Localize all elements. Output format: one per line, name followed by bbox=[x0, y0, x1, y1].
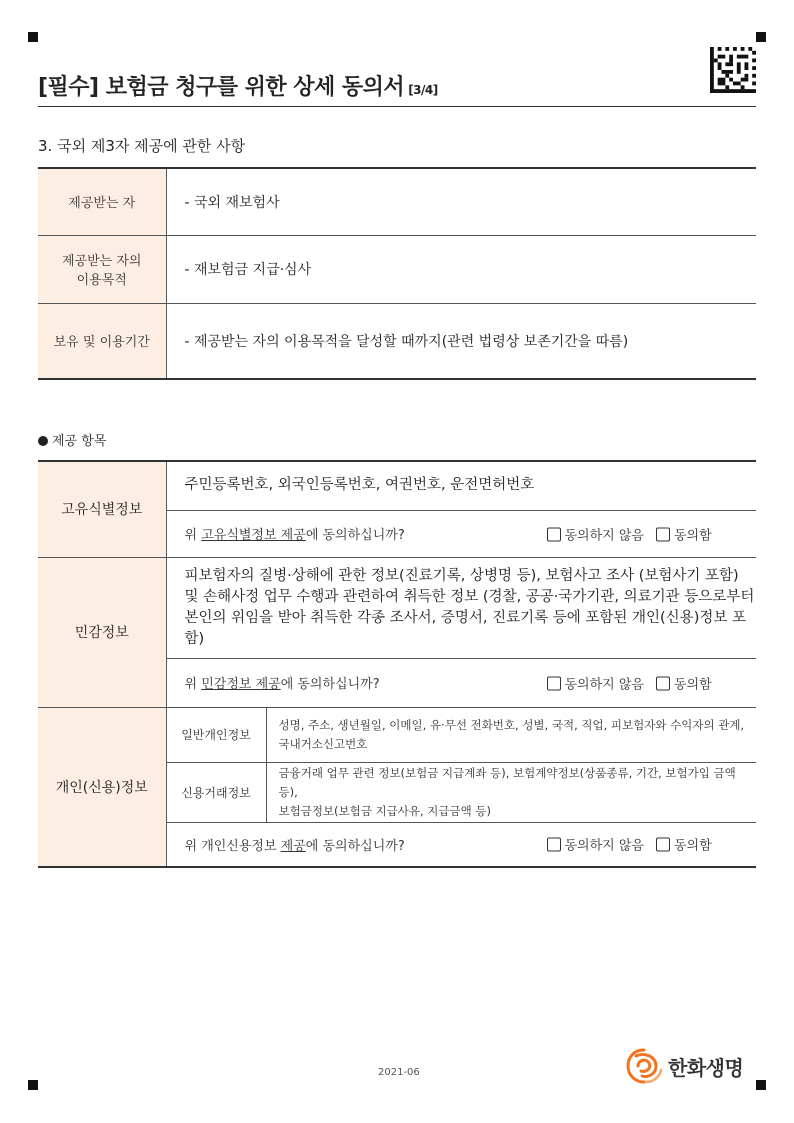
agree-label: 동의함 bbox=[673, 528, 712, 543]
table-row-general-personal bbox=[38, 707, 756, 762]
registration-mark-bottom-left bbox=[28, 1080, 38, 1090]
agree-label: 동의함 bbox=[673, 838, 712, 854]
question-text: 에 동의하십니까? bbox=[305, 838, 405, 854]
unique-id-consent-question bbox=[166, 510, 756, 557]
sensitive-content-line: 피보험자의 질병·상해에 관한 정보(진료기록, 상병명 등), 보험사고 조사 (보험사기 포함) bbox=[184, 567, 739, 584]
personal-consent-question bbox=[166, 822, 756, 867]
personal-disagree-option[interactable] bbox=[547, 839, 644, 854]
label-purpose-line-1: 제공받는 자의 bbox=[62, 254, 142, 269]
registration-mark-top-left bbox=[28, 32, 38, 42]
personal-consent-choices bbox=[547, 835, 724, 854]
general-content-line: 성명, 주소, 생년월일, 이메일, 유·무선 전화번호, 성별, 국적, 직업, 피보험자와 수익자의 관계, bbox=[278, 717, 745, 732]
table-row-retention bbox=[38, 303, 756, 379]
barcode-icon bbox=[710, 47, 756, 93]
sensitive-consent-choices bbox=[547, 673, 724, 692]
unique-id-agree-option[interactable] bbox=[656, 528, 712, 543]
items-heading bbox=[38, 430, 106, 449]
question-text: 에 동의하십니까? bbox=[305, 528, 405, 543]
form-date: 2021-06 bbox=[378, 1067, 420, 1078]
checkbox-icon[interactable] bbox=[656, 527, 670, 541]
question-link: 고유식별정보 제공 bbox=[201, 528, 306, 543]
unique-id-content: 주민등록번호, 외국인등록번호, 여권번호, 운전면허번호 bbox=[166, 461, 756, 510]
page-title bbox=[38, 70, 438, 101]
table-row-purpose bbox=[38, 235, 756, 303]
checkbox-icon[interactable] bbox=[547, 676, 561, 690]
items-heading-text: 제공 항목 bbox=[52, 434, 107, 449]
sensitive-agree-option[interactable] bbox=[656, 677, 712, 692]
registration-mark-top-right bbox=[756, 32, 766, 42]
sensitive-disagree-option[interactable] bbox=[547, 677, 644, 692]
personal-agree-option[interactable] bbox=[656, 839, 712, 854]
title-text: [필수] 보험금 청구를 위한 상세 동의서 bbox=[38, 75, 405, 100]
disagree-label: 동의하지 않음 bbox=[564, 677, 644, 692]
disagree-label: 동의하지 않음 bbox=[564, 528, 644, 543]
checkbox-icon[interactable] bbox=[656, 838, 670, 852]
title-divider bbox=[38, 106, 756, 107]
agree-label: 동의함 bbox=[673, 677, 712, 692]
sublabel-credit: 신용거래정보 bbox=[166, 762, 266, 822]
hanwha-logo-icon bbox=[624, 1046, 664, 1086]
provided-items-table bbox=[38, 460, 756, 868]
label-retention: 보유 및 이용기간 bbox=[38, 303, 166, 379]
question-text: 에 동의하십니까? bbox=[280, 677, 380, 692]
table-row-unique-id bbox=[38, 461, 756, 510]
credit-content-line: 보험금정보(보험금 지급사유, 지급금액 등) bbox=[278, 803, 491, 818]
category-personal-credit: 개인(신용)정보 bbox=[38, 707, 166, 867]
registration-mark-bottom-right bbox=[756, 1080, 766, 1090]
question-text: 위 개인신용정보 bbox=[184, 838, 281, 854]
section-heading: 3. 국외 제3자 제공에 관한 사항 bbox=[38, 137, 246, 155]
value-recipient: - 국외 재보험사 bbox=[166, 168, 756, 235]
sublabel-general: 일반개인정보 bbox=[166, 707, 266, 762]
table-row-recipient bbox=[38, 168, 756, 235]
sensitive-content-line: 및 손해사정 업무 수행과 관련하여 취득한 정보 (경찰, 공공·국가기관, 의료기관 등으로부터 bbox=[184, 588, 755, 605]
disagree-label: 동의하지 않음 bbox=[564, 838, 644, 854]
brand-name: 한화생명 bbox=[668, 1056, 744, 1080]
unique-id-disagree-option[interactable] bbox=[547, 528, 644, 543]
category-sensitive: 민감정보 bbox=[38, 557, 166, 707]
bullet-icon bbox=[38, 436, 48, 446]
unique-id-consent-choices bbox=[547, 524, 724, 543]
overseas-transfer-table bbox=[38, 167, 756, 380]
label-recipient: 제공받는 자 bbox=[38, 168, 166, 235]
checkbox-icon[interactable] bbox=[547, 838, 561, 852]
page-indicator: [3/4] bbox=[408, 83, 438, 97]
table-row-sensitive bbox=[38, 557, 756, 658]
value-purpose: - 재보험금 지급·심사 bbox=[166, 235, 756, 303]
sensitive-content bbox=[166, 557, 756, 658]
checkbox-icon[interactable] bbox=[547, 527, 561, 541]
credit-content-line: 금융거래 업무 관련 정보(보험금 지급계좌 등), 보험계약정보(상품종류, 기간, 보험가입 금액 등), bbox=[278, 765, 736, 799]
question-text: 위 bbox=[184, 528, 202, 543]
value-retention: - 제공받는 자의 이용목적을 달성할 때까지(관련 법령상 보존기간을 따름) bbox=[184, 333, 629, 350]
credit-content bbox=[266, 762, 756, 822]
category-unique-id: 고유식별정보 bbox=[38, 461, 166, 557]
label-purpose-line-2: 이용목적 bbox=[76, 273, 127, 288]
label-purpose bbox=[38, 235, 166, 303]
sensitive-consent-question bbox=[166, 658, 756, 707]
checkbox-icon[interactable] bbox=[656, 676, 670, 690]
question-link: 제공 bbox=[280, 838, 306, 854]
general-content-line: 국내거소신고번호 bbox=[278, 736, 368, 751]
question-link: 민감정보 제공 bbox=[201, 677, 281, 692]
general-content bbox=[266, 707, 756, 762]
company-logo bbox=[624, 1046, 756, 1086]
sensitive-content-line: 본인의 위임을 받아 취득한 각종 조사서, 증명서, 진료기록 등에 포함된 개인(신용)정보 포함) bbox=[184, 609, 746, 647]
question-text: 위 bbox=[184, 677, 202, 692]
